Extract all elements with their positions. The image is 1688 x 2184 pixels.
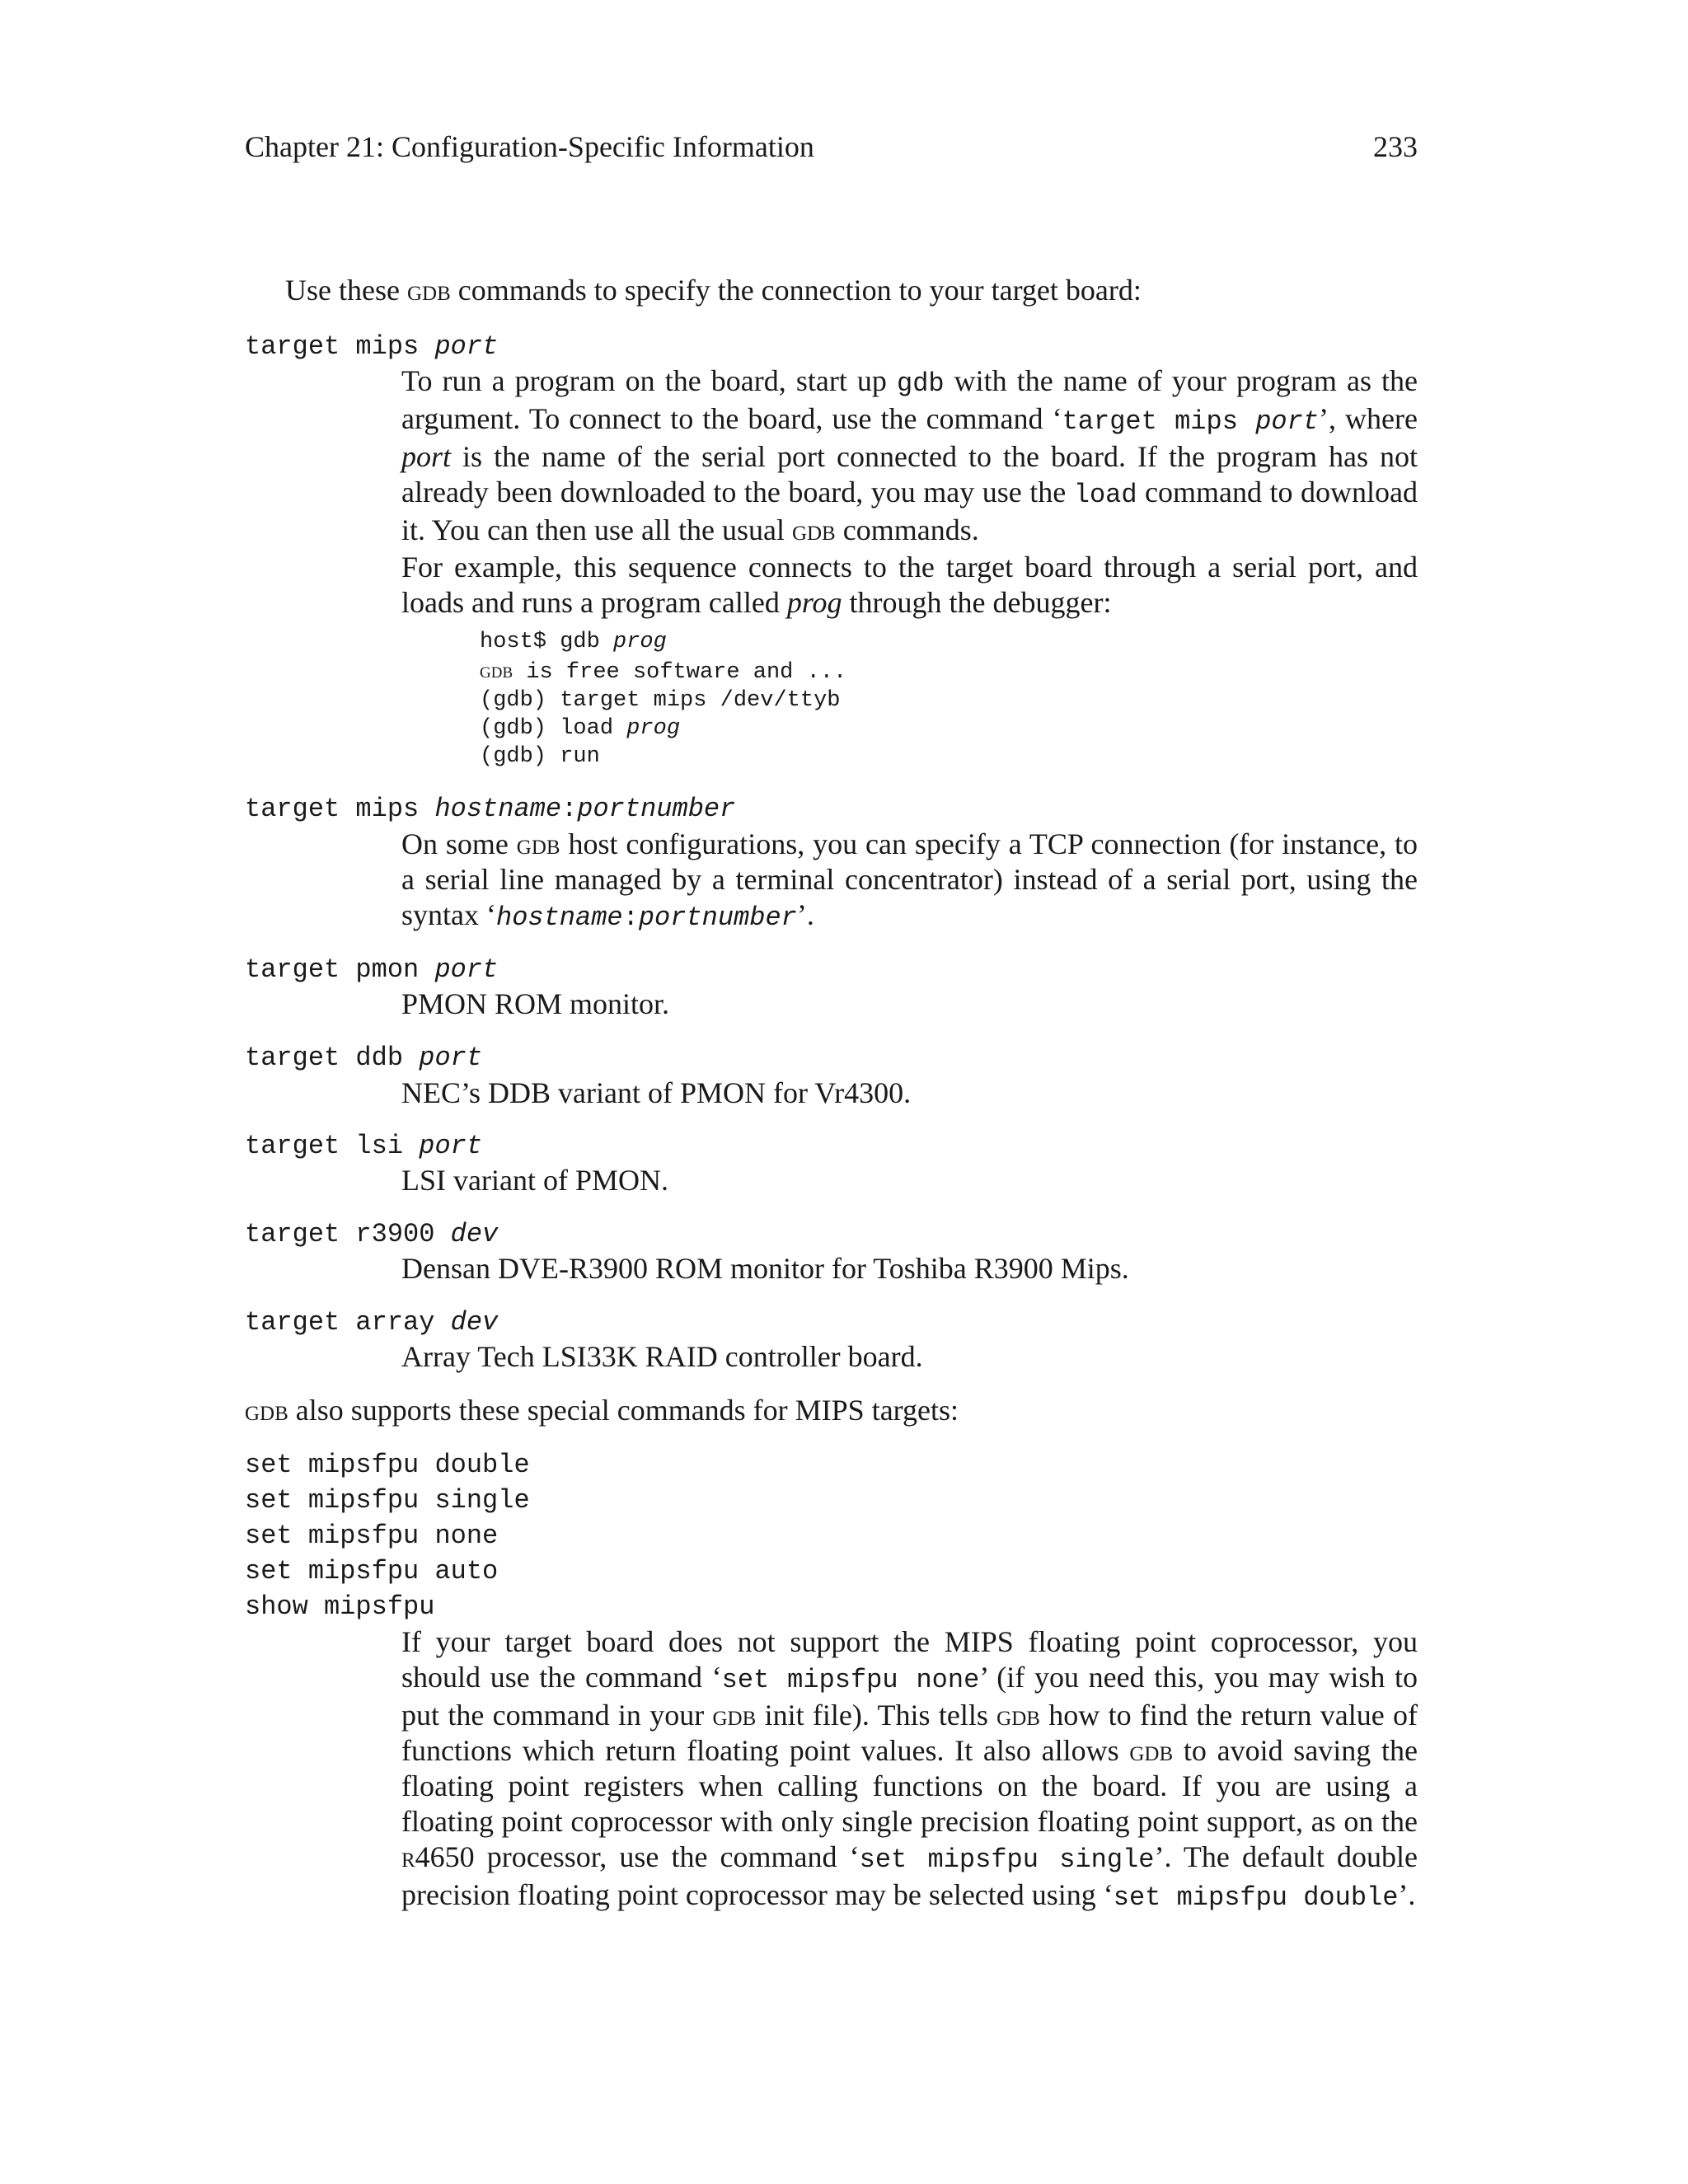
term-command: target ddb	[245, 1043, 420, 1073]
term-argument: hostname	[434, 794, 562, 824]
inline-code: gdb	[896, 368, 945, 399]
definition-target-pmon: PMON ROM monitor.	[401, 987, 670, 1020]
term-argument: port	[434, 954, 499, 985]
special-commands-intro	[245, 1393, 959, 1428]
term-target-pmon	[245, 952, 498, 987]
running-header-chapter: Chapter 21: Configuration-Specific Information	[245, 130, 814, 163]
gdb-name: gdb	[406, 274, 451, 307]
inline-code: :	[622, 902, 639, 933]
inline-code: set mipsfpu none	[721, 1665, 980, 1695]
term-colon: :	[561, 794, 578, 824]
body-text: ’.	[796, 898, 814, 931]
term-target-lsi	[245, 1128, 482, 1164]
term-argument: port	[434, 331, 499, 362]
term-argument: port	[419, 1043, 483, 1073]
definition-target-array: Array Tech LSI33K RAID controller board.	[401, 1340, 923, 1373]
inline-code: target mips	[1062, 406, 1256, 437]
definition-target-mips-port	[401, 363, 1418, 548]
inline-code-arg: portnumber	[638, 902, 797, 933]
definition-target-ddb: NEC’s DDB variant of PMON for Vr4300.	[401, 1076, 912, 1109]
term-set-mipsfpu-double: set mipsfpu double	[245, 1450, 530, 1480]
code-line: (gdb) load prog	[480, 716, 681, 741]
term-set-mipsfpu-none: set mipsfpu none	[245, 1521, 499, 1551]
term-argument: portnumber	[577, 794, 736, 824]
term-target-mips-port	[245, 329, 498, 364]
term-target-ddb	[245, 1040, 482, 1076]
page-number: 233	[1373, 130, 1418, 163]
code-line: (gdb) target mips /dev/ttyb	[480, 688, 841, 713]
definition-mipsfpu	[401, 1624, 1418, 1915]
term-argument: dev	[450, 1307, 499, 1338]
body-text: init file). This tells	[756, 1699, 997, 1732]
intro-text: commands to specify the connection to your target board:	[450, 274, 1142, 307]
gdb-name: gdb	[712, 1699, 757, 1732]
variable: port	[401, 440, 452, 473]
term-command: target lsi	[245, 1131, 420, 1161]
term-set-mipsfpu-auto: set mipsfpu auto	[245, 1556, 499, 1586]
inline-code: set mipsfpu double	[1113, 1882, 1399, 1913]
inline-code-arg: port	[1255, 406, 1319, 437]
definition-target-mips-hostname	[401, 827, 1418, 935]
body-text: with the name of your program as the argument. To connect to the board, use the command ‘	[401, 364, 1418, 435]
term-command: target r3900	[245, 1219, 451, 1249]
term-target-array	[245, 1305, 498, 1340]
term-argument: dev	[450, 1219, 499, 1249]
body-text: also supports these special commands for MIPS targets:	[288, 1394, 959, 1427]
body-text: ’. The default double precision floating point coprocessor may be selected using ‘	[401, 1840, 1418, 1911]
gdb-name: gdb	[1129, 1734, 1174, 1767]
code-line: host$ gdb prog	[480, 630, 667, 654]
term-command: target pmon	[245, 954, 435, 985]
term-target-r3900	[245, 1216, 498, 1252]
term-command: target mips	[245, 331, 435, 362]
gdb-name: gdb	[791, 513, 836, 546]
body-text: To run a program on the board, start up	[401, 364, 897, 397]
term-show-mipsfpu: show mipsfpu	[245, 1591, 435, 1622]
processor-name: r4650	[401, 1840, 475, 1873]
body-text: If your target board does not support the MIPS floating point coprocessor, you should use the command ‘	[401, 1625, 1418, 1694]
body-text: ’.	[1398, 1878, 1416, 1911]
code-example	[480, 628, 846, 771]
variable: prog	[786, 586, 842, 619]
term-command: target mips	[245, 794, 435, 824]
gdb-name: gdb	[516, 827, 560, 860]
intro-text: Use these	[285, 274, 407, 307]
inline-code: set mipsfpu single	[859, 1844, 1155, 1875]
body-text: command to download it. You can then use all the usual	[401, 476, 1418, 546]
body-text: is the name of the serial port connected to the board. If the program has not already been downloaded to the board, you may use the	[401, 440, 1418, 509]
body-text: For example, this sequence connects to the target board through a serial port, and loads and runs a program called	[401, 551, 1418, 619]
body-text: ’ (if you need this, you may wish to put the command in your	[401, 1661, 1418, 1732]
gdb-name: gdb	[245, 1394, 288, 1427]
definition-target-r3900: Densan DVE-R3900 ROM monitor for Toshiba R3900 Mips.	[401, 1252, 1129, 1285]
body-text: to avoid saving the floating point registers when calling functions on the board. If you are using a floating point coprocessor with only single precision floating point support, as on the	[401, 1734, 1418, 1838]
term-argument: port	[419, 1131, 483, 1161]
inline-code: load	[1073, 480, 1137, 510]
body-text: host configurations, you can specify a TCP connection (for instance, to a serial line managed by a terminal concentrator) instead of a serial port, using the syntax ‘	[401, 827, 1418, 931]
inline-code-arg: hostname	[495, 902, 623, 933]
body-text: On some	[401, 827, 517, 860]
definition-target-lsi: LSI variant of PMON.	[401, 1164, 668, 1197]
code-line: gdb is free software and ...	[480, 658, 847, 685]
definition-example-intro	[401, 550, 1418, 621]
term-command: target array	[245, 1307, 451, 1338]
body-text: commands.	[835, 513, 979, 546]
intro-paragraph	[285, 273, 1142, 308]
term-target-mips-hostname	[245, 791, 735, 827]
term-set-mipsfpu-single: set mipsfpu single	[245, 1485, 530, 1516]
body-text: how to find the return value of functions which return floating point values. It also allows	[401, 1699, 1418, 1767]
code-line: (gdb) run	[480, 744, 600, 769]
body-text: ’, where	[1319, 402, 1418, 435]
gdb-name: gdb	[996, 1699, 1040, 1732]
body-text: through the debugger:	[842, 586, 1112, 619]
body-text: processor, use the command ‘	[474, 1840, 860, 1873]
